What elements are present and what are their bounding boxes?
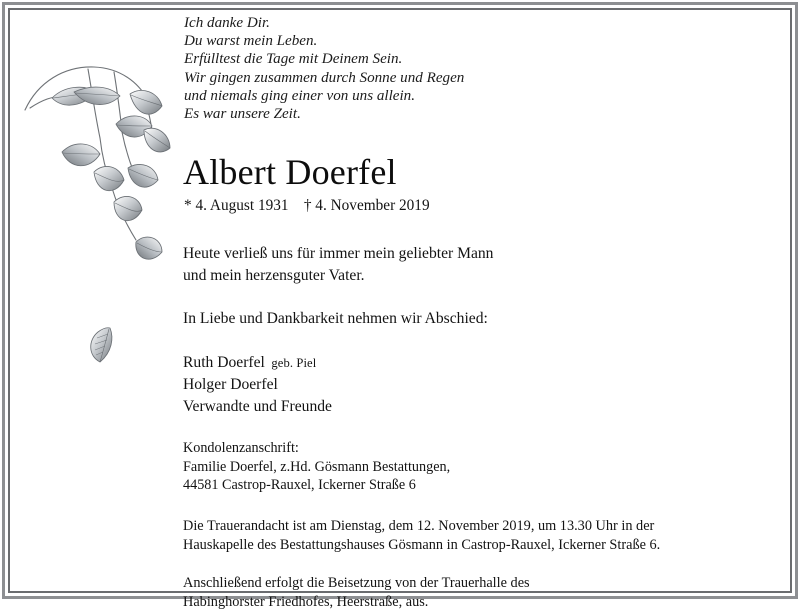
spacer — [183, 286, 776, 308]
burial-line: Habinghorster Friedhofes, Heerstraße, aus. — [183, 594, 429, 611]
survivor-name: Ruth Doerfel — [183, 353, 265, 371]
announcement-line: und mein herzensguter Vater. — [183, 266, 365, 284]
survivor-item — [183, 396, 776, 418]
condolence-address-line: 44581 Castrop-Rauxel, Ickerner Straße 6 — [183, 477, 416, 494]
survivor-item — [183, 352, 776, 375]
survivors-list — [183, 352, 776, 418]
spacer — [183, 330, 776, 352]
poem-line: Ich danke Dir. — [184, 15, 270, 31]
spacer — [183, 495, 776, 517]
farewell-intro-text: In Liebe und Dankbarkeit nehmen wir Abschied: — [183, 310, 488, 328]
survivor-item — [183, 374, 776, 396]
poem-line: Du warst mein Leben. — [184, 33, 318, 50]
poem-line: Wir gingen zusammen durch Sonne und Regen — [184, 69, 465, 86]
memorial-poem — [184, 14, 776, 123]
illustration-column — [22, 52, 178, 392]
announcement-line: Heute verließ uns für immer mein geliebter Mann — [183, 245, 494, 263]
spacer — [183, 215, 776, 243]
service-line: Hauskapelle des Bestattungshauses Gösmann in Castrop-Rauxel, Ickerner Straße 6. — [183, 537, 661, 554]
poem-line: Es war unsere Zeit. — [184, 106, 301, 123]
spacer — [183, 417, 776, 439]
poem-line: Erfülltest die Tage mit Deinem Sein. — [184, 51, 403, 68]
poem-line: und niemals ging einer von uns allein. — [184, 87, 415, 104]
condolence-label: Kondolenzanschrift: — [183, 440, 299, 457]
burial-line: Anschließend erfolgt die Beisetzung von der Trauerhalle des — [183, 574, 530, 591]
service-line: Die Trauerandacht ist am Dienstag, dem 12. November 2019, um 13.30 Uhr in der — [183, 518, 655, 534]
spacer — [183, 556, 776, 574]
announcement-text — [183, 243, 776, 286]
burial-details-text — [183, 574, 776, 613]
birth-death-dates: * 4. August 1931 † 4. November 2019 — [184, 197, 430, 215]
survivor-name: Verwandte und Freunde — [183, 397, 332, 415]
condolence-address-line: Familie Doerfel, z.Hd. Gösmann Bestattungen, — [183, 458, 451, 475]
single-falling-leaf-illustration — [84, 324, 120, 368]
service-details-text — [183, 517, 776, 556]
survivor-maiden-name: geb. Piel — [264, 355, 317, 370]
survivor-name: Holger Doerfel — [183, 376, 278, 394]
drooping-leafy-branch-illustration — [22, 52, 178, 292]
deceased-name: Albert Doerfel — [183, 152, 397, 193]
notice-text-column — [183, 14, 776, 613]
condolence-address-block — [183, 439, 776, 495]
